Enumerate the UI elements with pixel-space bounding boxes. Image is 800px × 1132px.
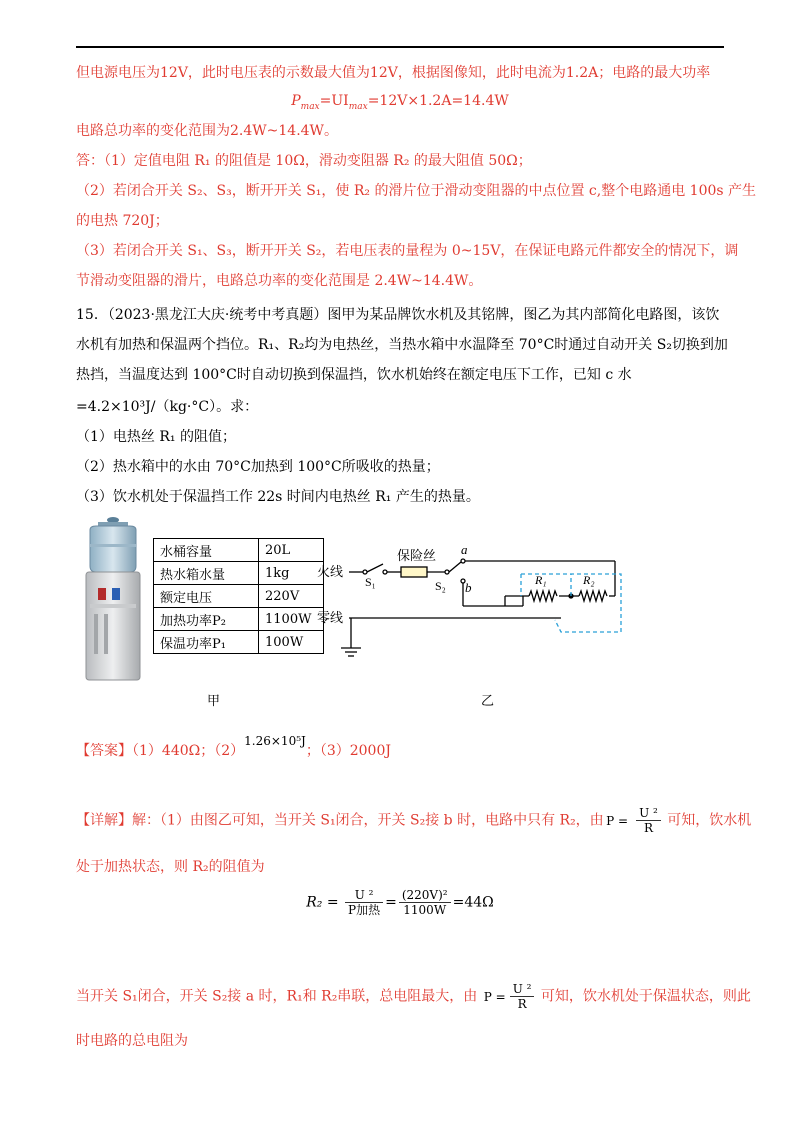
answer-line: 的电热 720J； (76, 213, 169, 229)
spec-row (154, 539, 324, 562)
detail-tag: 【详解】 (76, 812, 132, 829)
fuse-label: 保险丝 (397, 548, 437, 563)
spec-row (154, 631, 324, 654)
switch-s2-label: S₂ (435, 579, 446, 593)
question-line: 15．（2023·黑龙江大庆·统考中考真题）图甲为某品牌饮水机及其铭牌，图乙为其内部简化电路图，该饮 (76, 307, 720, 323)
answer-line: （2）若闭合开关 S₂、S₃，断开开关 S₁，使 R₂ 的滑片位于滑动变阻器的中点位置 c,整个电路通电 100s 产生 (76, 183, 757, 199)
question-line: =4.2×10³J/（kg·°C）。求： (76, 399, 259, 415)
spec-label: 额定电压 (154, 585, 259, 608)
answer-tag: 【答案】 (76, 743, 132, 759)
water-dispenser-illustration (76, 516, 146, 682)
resistor-r2-label: R₂ (583, 573, 595, 587)
text-line: 但电源电压为12V，此时电压表的示数最大值为12V，根据图像知，此时电流为1.2A；电路的最大功率 (76, 65, 711, 81)
figure-caption-right: 乙 (481, 694, 495, 709)
max-power-formula: $P_{max}=UI_{max}=12V\times 1.2A=14.4W$ (291, 93, 509, 112)
terminal-a-label: a (461, 542, 468, 557)
resistor-r1-label: R₁ (535, 573, 547, 587)
header-rule (76, 46, 724, 48)
spec-value: 1100W (259, 608, 324, 631)
text-line: 电路总功率的变化范围为2.4W~14.4W。 (76, 123, 338, 139)
spec-label: 水桶容量 (154, 539, 259, 562)
spec-row (154, 608, 324, 631)
circuit-diagram (315, 540, 635, 665)
power-formula-fraction: P = (606, 813, 629, 828)
spec-table (153, 538, 324, 654)
terminal-b-label: b (465, 580, 472, 595)
sub-question: （2）热水箱中的水由 70°C加热到 100°C所吸收的热量； (76, 459, 440, 475)
spec-value: 1kg (259, 562, 324, 585)
answer-line: 节滑动变阻器的滑片，电路总功率的变化范围是 2.4W~14.4W。 (76, 273, 483, 289)
answer-summary: 【答案】（1）440Ω；（2）1.26×10⁵J；（3）2000J (76, 734, 391, 759)
live-wire-label: 火线 (317, 564, 344, 579)
spec-value: 20L (259, 539, 324, 562)
spec-value: 100W (259, 631, 324, 654)
detail-line: 处于加热状态，则 R₂的阻值为 (76, 859, 265, 875)
heat-value: 1.26×10⁵J (244, 734, 306, 748)
question-line: 热挡，当温度达到 100°C时自动切换到保温挡，饮水机始终在额定电压下工作，已知 c 水 (76, 367, 632, 383)
sub-question: （1）电热丝 R₁ 的阻值； (76, 429, 236, 445)
detail-line: 【详解】解：（1）由图乙可知，当开关 S₁闭合，开关 S₂接 b 时，电路中只有 R₂，由 P = $\frac{\text{U ²}}{R}$ 可知，饮水机 (76, 806, 752, 835)
spec-label: 加热功率P₂ (154, 608, 259, 631)
spec-label: 热水箱水量 (154, 562, 259, 585)
spec-row (154, 585, 324, 608)
answer-line: （3）若闭合开关 S₁、S₃，断开开关 S₂，若电压表的量程为 0~15V，在保证电路元件都安全的情况下，调 (76, 243, 739, 259)
answer-line: 答：（1）定值电阻 R₁ 的阻值是 10Ω，滑动变阻器 R₂ 的最大阻值 50Ω； (76, 153, 532, 169)
spec-label: 保温功率P₁ (154, 631, 259, 654)
detail-line: 时电路的总电阻为 (76, 1033, 188, 1049)
spec-row (154, 562, 324, 585)
neutral-wire-label: 零线 (317, 610, 344, 625)
sub-question: （3）饮水机处于保温挡工作 22s 时间内电热丝 R₁ 产生的热量。 (76, 489, 480, 505)
detail-line: 当开关 S₁闭合，开关 S₂接 a 时，R₁和 R₂串联，总电阻最大，由 P = $\frac{\text{U ²}}{R}$ 可知，饮水机处于保温状态，则此 (76, 982, 751, 1011)
switch-s1-label: S₁ (365, 575, 376, 589)
r2-equation: R₂ = $\frac{\text{U ²}}{\text{P加热}}$ = $\frac{\text{(220V)²}}{1100W}$ =44Ω (306, 888, 494, 917)
figure-caption-left: 甲 (207, 694, 221, 709)
question-line: 水机有加热和保温两个挡位。R₁、R₂均为电热丝，当热水箱中水温降至 70°C时通过自动开关 S₂切换到加 (76, 337, 728, 353)
spec-value: 220V (259, 585, 324, 608)
